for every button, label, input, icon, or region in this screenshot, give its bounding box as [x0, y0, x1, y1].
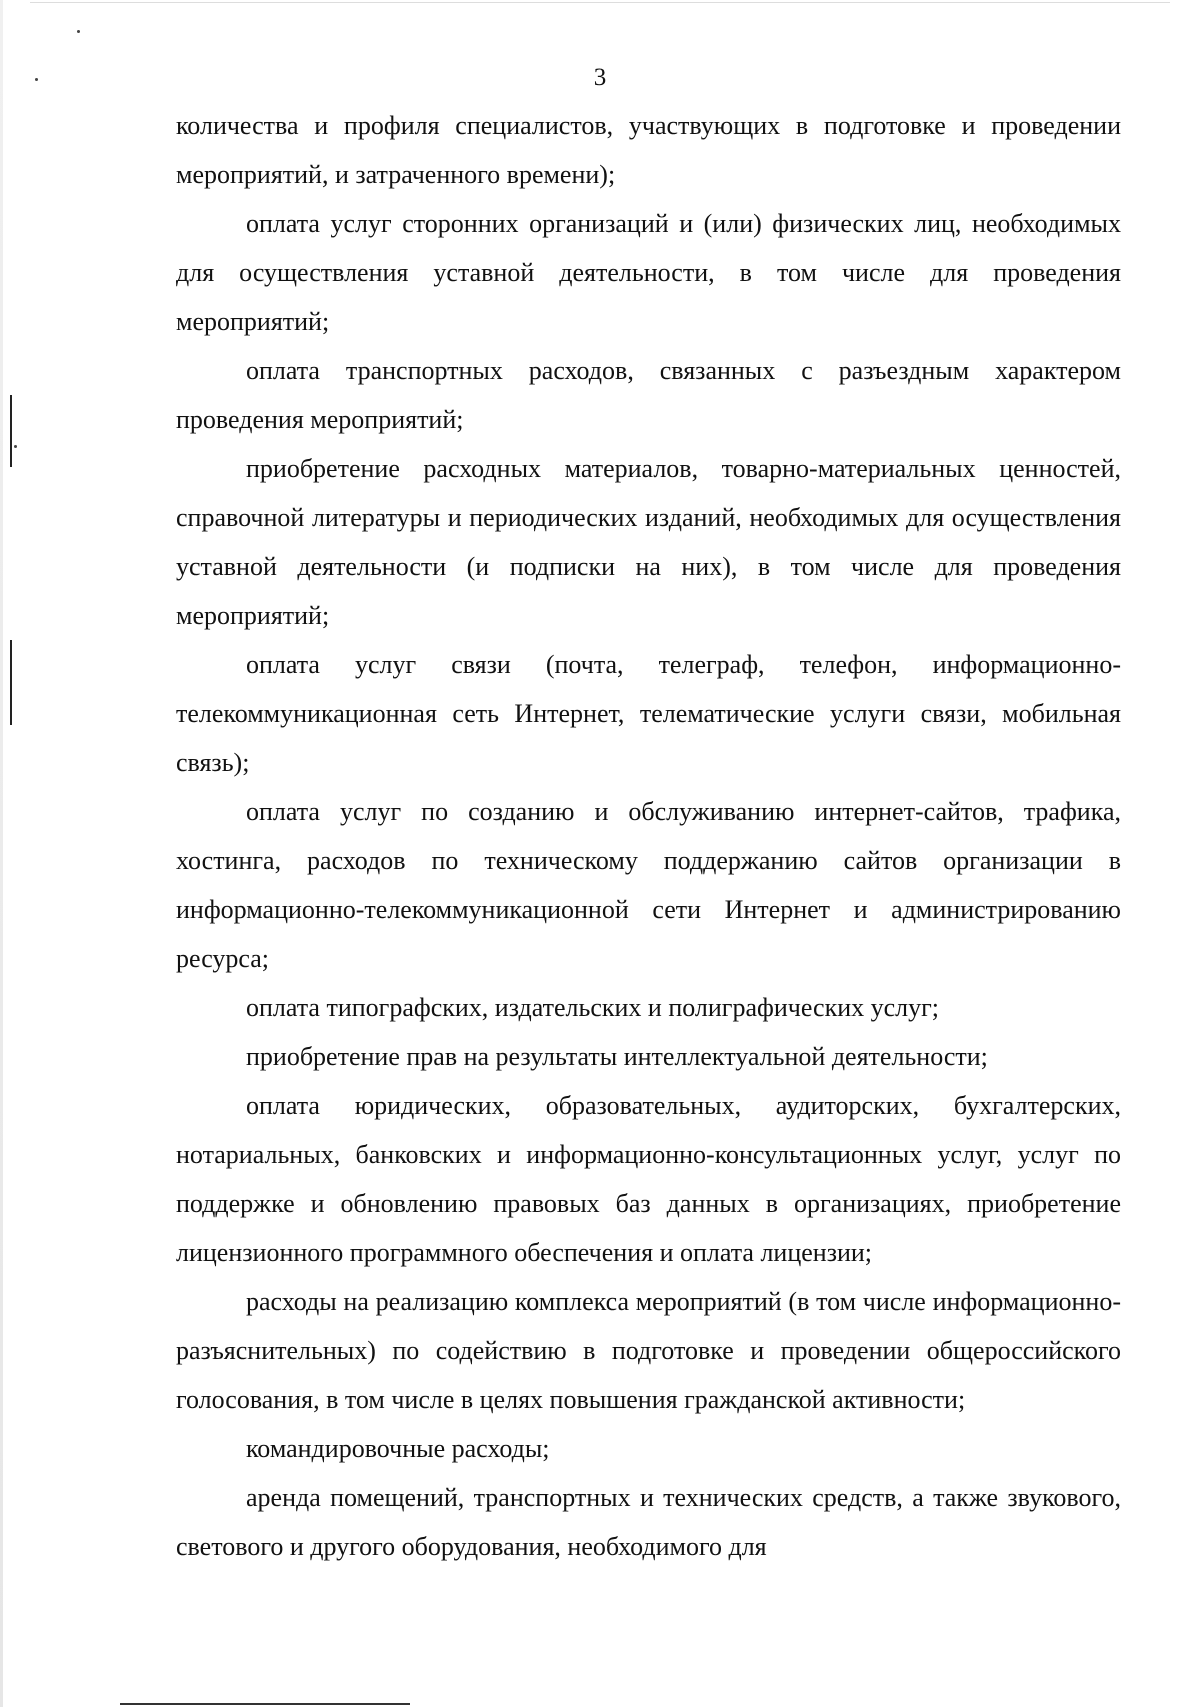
paragraph: приобретение расходных материалов, товарно-материальных ценностей, справочной литературы и периодических изданий, необходимых для осуществления уставной деятельности (и подписки на них), в том числе для проведения мероприятий;: [176, 454, 1121, 630]
paragraph: аренда помещений, транспортных и технических средств, а также звукового, светового и другого оборудования, необходимого для: [176, 1483, 1121, 1561]
scan-artifact: [10, 395, 12, 467]
paragraph: количества и профиля специалистов, участвующих в подготовке и проведении мероприятий, и затраченного времени);: [176, 111, 1121, 189]
scan-top-edge: [30, 2, 1170, 3]
page-number: 3: [593, 64, 607, 91]
scan-artifact: [10, 640, 12, 725]
paragraph: расходы на реализацию комплекса мероприятий (в том числе информационно-разъяснительных) по содействию в подготовке и проведении общероссийского голосования, в том числе в целях повышения гражданской активности;: [176, 1287, 1121, 1414]
paragraph: оплата типографских, издательских и полиграфических услуг;: [246, 993, 940, 1022]
paragraph: приобретение прав на результаты интеллектуальной деятельности;: [246, 1042, 988, 1071]
paragraph: оплата услуг сторонних организаций и (или) физических лиц, необходимых для осуществления уставной деятельности, в том числе для проведения мероприятий;: [176, 209, 1121, 336]
document-body: [176, 101, 1121, 1571]
scan-bottom-edge: [120, 1703, 410, 1705]
paragraph: оплата юридических, образовательных, аудиторских, бухгалтерских, нотариальных, банковских и информационно-консультационных услуг, услуг по поддержке и обновлению правовых баз данных в организациях, приобретение лицензионного программного обеспечения и оплата лицензии;: [176, 1091, 1121, 1267]
paragraph: оплата услуг связи (почта, телеграф, телефон, информационно-телекоммуникационная сеть Интернет, телематические услуги связи, мобильная связь);: [176, 650, 1121, 777]
scan-speck: [77, 30, 80, 33]
paragraph: оплата транспортных расходов, связанных с разъездным характером проведения мероприятий;: [176, 356, 1121, 434]
paragraph: оплата услуг по созданию и обслуживанию интернет-сайтов, трафика, хостинга, расходов по техническому поддержанию сайтов организации в информационно-телекоммуникационной сети Интернет и администрированию ресурса;: [176, 797, 1121, 973]
scan-speck: [14, 445, 17, 448]
scan-left-edge: [0, 0, 3, 1707]
paragraph: командировочные расходы;: [246, 1434, 550, 1463]
